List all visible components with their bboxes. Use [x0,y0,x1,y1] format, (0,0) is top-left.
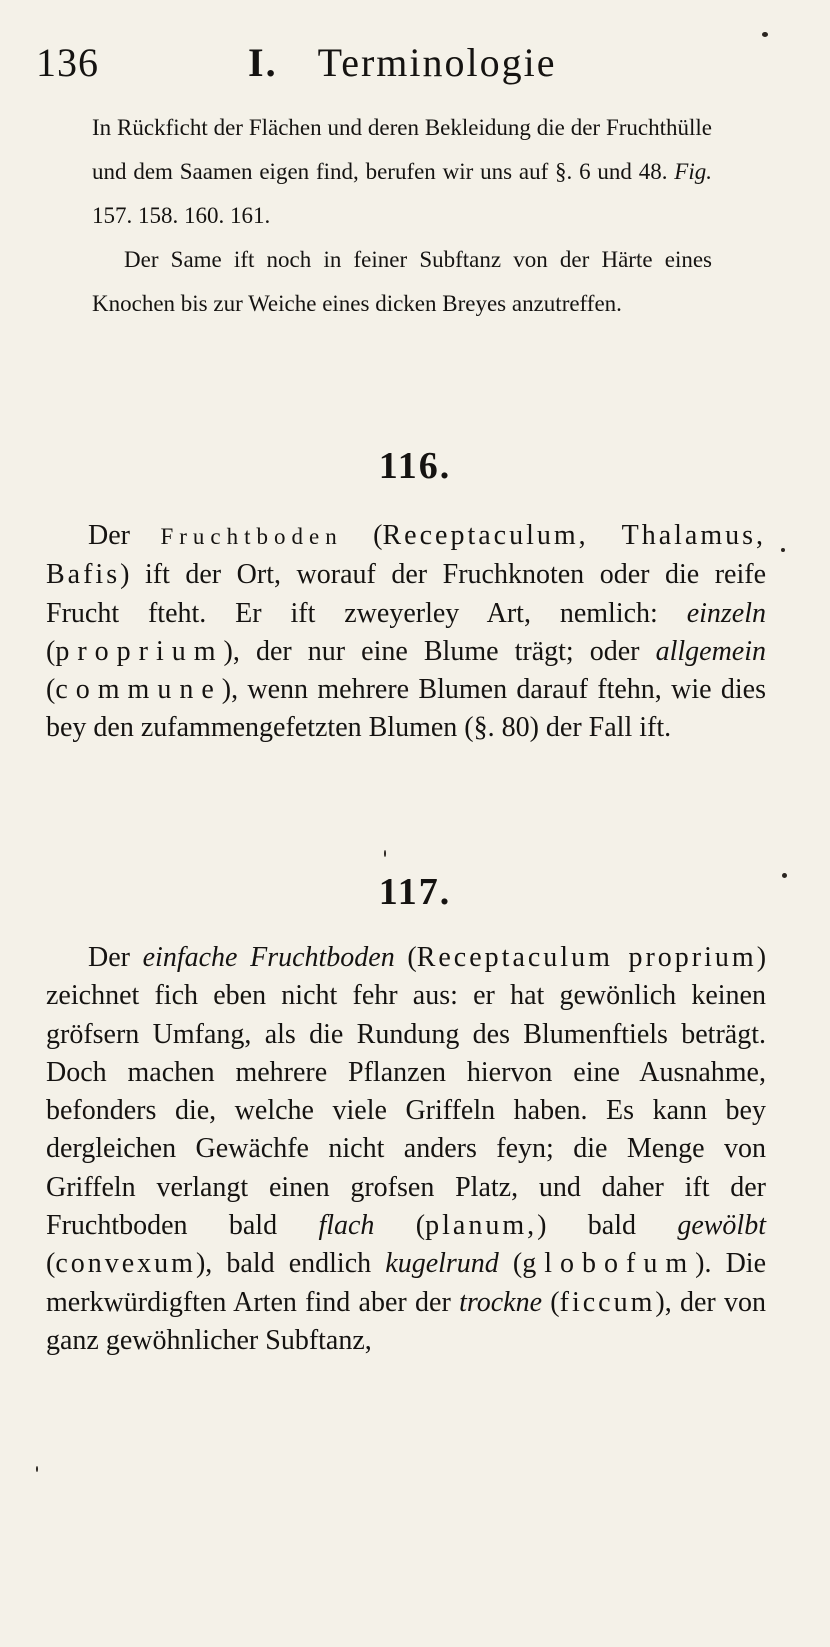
part-title: Terminologie [317,40,557,85]
term-kugelrund: kugelrund [385,1248,499,1280]
page-number: 136 [36,40,99,85]
term-allgemein: allgemein [655,635,767,667]
term-einzeln: einzeln [686,597,767,629]
latin-ficcum: ficcum [559,1286,656,1318]
running-head [36,38,756,88]
term-einfache-fruchtboden: einfache Fruchtboden [142,942,395,973]
latin-synonyms: Receptaculum, Thalamus, Bafis [46,520,766,591]
term-gewoelbt: gewölbt [677,1210,766,1242]
section-117-body [46,939,766,1360]
section-116-body [46,517,766,748]
section-116-paragraph: Der Fruchtboden (Receptaculum, Thalamus, Bafis) ift der Ort, worauf der Fruchknoten oder die reife Frucht fteht. Er ift zweyerley Art, nemlich: einzeln (proprium), der nur eine Blume trägt; oder allgemein (commune), wenn mehrere Blumen darauf ftehn, wie dies bey den zufammengefetzten Blumen (§. 80) der Fall ift. [46,520,767,744]
latin-convexum: convexum [55,1248,196,1280]
intro-text [92,106,712,326]
running-title [248,38,557,88]
term-fruchtboden: Fruchtboden [160,524,343,549]
print-speck [781,548,785,552]
latin-commune: commune [55,674,222,706]
section-117-paragraph: Der einfache Fruchtboden (Receptaculum proprium) zeichnet fich eben nicht fehr aus: er hat gewönlich keinen gröfsern Umfang, als die Rundung des Blumenftiels beträgt. Doch machen mehrere Pflanzen hiervon eine Ausnahme, befonders die, welche viele Griffeln haben. Es kann bey dergleichen Gewächfe nicht anders feyn; die Menge von Griffeln verlangt einen grofsen Platz, und daher ift der Fruchtboden bald flach (planum,) bald gewölbt (convexum), bald endlich kugelrund (globofum). Die merkwürdigften Arten find aber der trockne (ficcum), der von ganz gewöhnlicher Subftanz, [46,942,767,1356]
term-trockne: trockne [459,1286,542,1318]
intro-paragraph-1: In Rückficht der Flächen und deren Bekleidung die der Fruchthülle und dem Saamen eigen find, berufen wir uns auf §. 6 und 48. Fig. 157. 158. 160. 161. [92,115,712,228]
section-heading-116: 116. [378,445,452,487]
print-speck [762,32,768,37]
print-speck [36,1466,38,1472]
latin-globofum: globofum [522,1248,696,1280]
print-speck [782,873,787,878]
intro-paragraph-2: Der Same ift noch in feiner Subftanz von der Härte eines Knochen bis zur Weiche eines dicken Breyes anzutreffen. [92,247,712,316]
fig-label: Fig. [674,159,712,184]
latin-receptaculum-proprium: Receptaculum proprium [416,942,757,973]
section-heading-117: 117. [378,871,452,913]
fig-references: 157. 158. 160. 161. [92,203,271,228]
latin-proprium: proprium [55,635,224,667]
part-number: I. [248,40,278,85]
print-speck [384,850,386,857]
term-flach: flach [318,1210,375,1242]
latin-planum: planum, [425,1210,538,1242]
